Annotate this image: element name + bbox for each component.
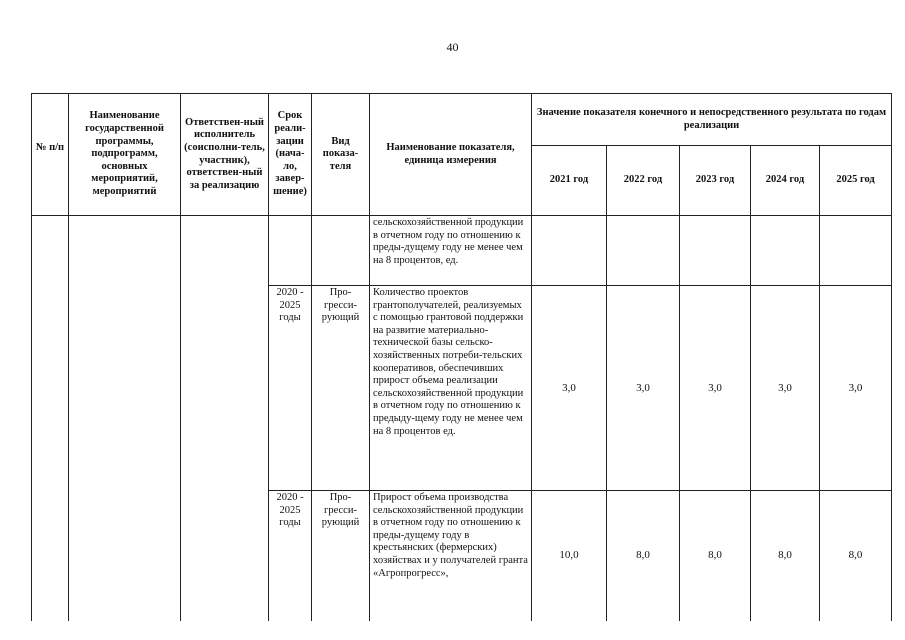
cell-indicator-type: Про-гресси-рующий bbox=[312, 491, 370, 621]
cell-program-name bbox=[69, 216, 181, 621]
indicator-table bbox=[31, 93, 892, 621]
cell-value: 3,0 bbox=[751, 286, 820, 491]
header-year: 2022 год bbox=[607, 146, 680, 216]
cell-indicator-type: Про-гресси-рующий bbox=[312, 286, 370, 491]
cell-value: 3,0 bbox=[680, 286, 751, 491]
page-number: 40 bbox=[446, 40, 459, 54]
cell-value bbox=[751, 216, 820, 286]
header-year: 2023 год bbox=[680, 146, 751, 216]
cell-value: 10,0 bbox=[532, 491, 607, 621]
cell-period: 2020 - 2025 годы bbox=[269, 491, 312, 621]
cell-value: 3,0 bbox=[820, 286, 892, 491]
cell-value bbox=[820, 216, 892, 286]
cell-value: 8,0 bbox=[607, 491, 680, 621]
cell-indicator: Количество проектов грантополучателей, реализуемых с помощью грантовой поддержки на развитие материально-технической базы сельско-хозяйственных потреби-тельских кооперативов, обеспечивших прирост объема реализации сельскохозяйственной продукции в отчетном году по отношению к предыду-щему году не менее чем на 8 процентов ед. bbox=[370, 286, 532, 491]
cell-value bbox=[607, 216, 680, 286]
cell-responsible bbox=[181, 216, 269, 621]
cell-period bbox=[269, 216, 312, 286]
cell-period: 2020 - 2025 годы bbox=[269, 286, 312, 491]
header-responsible: Ответствен-ный исполнитель (соисполни-тель, участник), ответствен-ный за реализацию bbox=[181, 94, 269, 216]
header-num: № п/п bbox=[32, 94, 69, 216]
header-indicator-type: Вид показа-теля bbox=[312, 94, 370, 216]
cell-value: 8,0 bbox=[820, 491, 892, 621]
cell-num bbox=[32, 216, 69, 621]
header-year: 2021 год bbox=[532, 146, 607, 216]
header-year: 2024 год bbox=[751, 146, 820, 216]
cell-indicator-type bbox=[312, 216, 370, 286]
cell-indicator: Прирост объема производства сельскохозяйственной продукции в отчетном году по отношению к преды-дущему году в крестьянских (фермерских) хозяйствах и у получателей гранта «Агропрогресс», bbox=[370, 491, 532, 621]
table-row bbox=[32, 216, 892, 286]
header-values-group: Значение показателя конечного и непосредственного результата по годам реализации bbox=[532, 94, 892, 146]
cell-value: 3,0 bbox=[607, 286, 680, 491]
cell-value bbox=[532, 216, 607, 286]
cell-value: 8,0 bbox=[680, 491, 751, 621]
header-indicator-name: Наименование показателя, единица измерения bbox=[370, 94, 532, 216]
header-period: Срок реали-зации (нача-ло, завер-шение) bbox=[269, 94, 312, 216]
cell-value: 8,0 bbox=[751, 491, 820, 621]
cell-indicator: сельскохозяйственной продукции в отчетном году по отношению к преды-дущему году не менее чем на 8 процентов, ед. bbox=[370, 216, 532, 286]
header-year: 2025 год bbox=[820, 146, 892, 216]
cell-value bbox=[680, 216, 751, 286]
cell-value: 3,0 bbox=[532, 286, 607, 491]
header-program-name: Наименование государственной программы, подпрограмм, основных мероприятий, мероприятий bbox=[69, 94, 181, 216]
